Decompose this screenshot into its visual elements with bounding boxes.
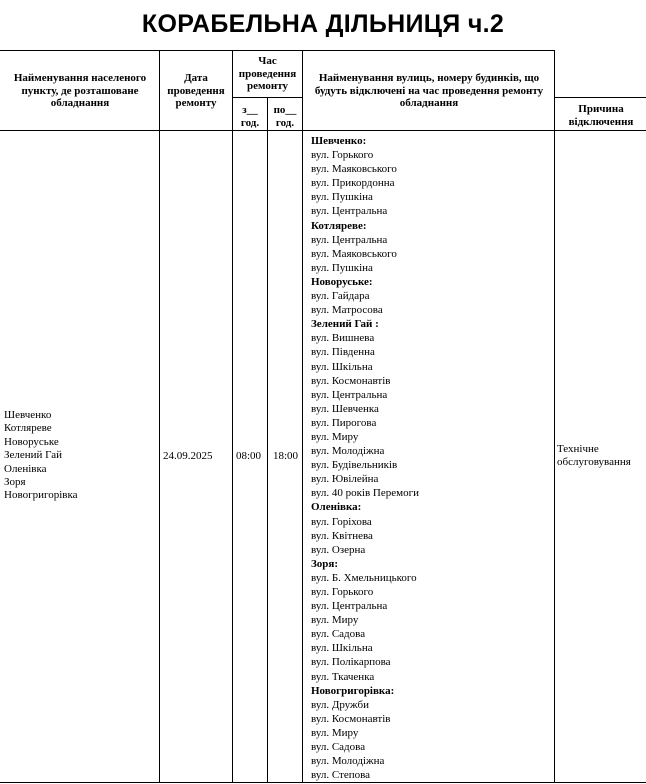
street-item: вул. Центральна <box>311 388 388 401</box>
settlement-item: Котляреве <box>4 422 52 435</box>
street-item: вул. Миру <box>311 430 359 443</box>
header-streets: Найменування вулиць, номеру будинків, що будуть відключені на час проведення ремонту обладнання <box>314 72 544 109</box>
street-item: вул. Центральна <box>311 600 388 613</box>
street-item: вул. Миру <box>311 726 359 739</box>
settlement-item: Шевченко <box>4 409 52 421</box>
street-item: вул. Ткаченка <box>311 670 375 683</box>
settlement-item: Оленівка <box>4 462 47 475</box>
street-group-title: Новогригорівка: <box>311 684 395 697</box>
time-to: 18:00 <box>273 450 299 462</box>
reason-header-top-border <box>554 97 646 98</box>
street-item: вул. Маяковського <box>311 163 397 176</box>
outage-reason: Технічне обслуговування <box>557 443 631 469</box>
streets-list <box>311 134 551 782</box>
street-item: вул. Горіхова <box>311 515 372 528</box>
street-item: вул. Садова <box>311 741 366 754</box>
street-group-title: Новоруське: <box>311 275 373 288</box>
street-item: вул. Б. Хмельницького <box>311 571 417 584</box>
street-item: вул. Горького <box>311 586 374 598</box>
page-title: КОРАБЕЛЬНА ДІЛЬНИЦЯ ч.2 <box>141 10 505 38</box>
settlement-item: Новоруське <box>4 435 59 448</box>
street-item: вул. Степова <box>311 769 371 782</box>
street-item: вул. Шкільна <box>311 642 373 655</box>
header-to: по__ год. <box>273 104 297 129</box>
header-date: Дата проведення ремонту <box>167 72 225 109</box>
table-top-border <box>0 50 554 51</box>
header-from: з__ год. <box>240 104 260 129</box>
street-item: вул. Дружби <box>311 698 369 711</box>
street-item: вул. Шевченка <box>311 402 379 415</box>
street-item: вул. Центральна <box>311 205 388 218</box>
settlement-item: Зоря <box>4 476 26 489</box>
time-from: 08:00 <box>236 450 262 462</box>
street-item: вул. Полікарпова <box>311 656 391 669</box>
street-item: вул. Пирогова <box>311 416 377 429</box>
street-item: вул. Гайдара <box>311 290 370 303</box>
settlement-item: Зелений Гай <box>4 449 63 462</box>
column-divider-4 <box>302 50 303 783</box>
street-item: вул. 40 років Перемоги <box>311 487 419 500</box>
street-item: вул. Молодіжна <box>311 445 385 458</box>
street-item: вул. Маяковського <box>311 247 397 260</box>
street-item: вул. Космонавтів <box>311 712 391 725</box>
street-item: вул. Космонавтів <box>311 374 391 387</box>
street-group-title: Зоря: <box>311 557 339 570</box>
street-item: вул. Південна <box>311 346 375 359</box>
street-group-title: Котляреве: <box>311 219 367 232</box>
column-divider-5 <box>554 50 555 783</box>
street-group-title: Шевченко: <box>311 135 367 147</box>
street-item: вул. Молодіжна <box>311 755 385 768</box>
street-item: вул. Садова <box>311 628 366 641</box>
header-bottom-border <box>0 130 646 131</box>
street-item: вул. Вишнева <box>311 332 375 345</box>
repair-date: 24.09.2025 <box>163 450 213 462</box>
street-item: вул. Шкільна <box>311 360 373 373</box>
column-divider-1 <box>159 50 160 783</box>
column-divider-2 <box>232 50 233 783</box>
street-item: вул. Будівельників <box>311 459 398 472</box>
header-reason: Причина відключення <box>568 103 634 128</box>
street-item: вул. Озерна <box>311 543 366 556</box>
header-settlements: Найменування населеного пункту, де розташоване обладнання <box>13 72 147 109</box>
street-item: вул. Матросова <box>311 304 383 317</box>
street-item: вул. Квітнева <box>311 529 373 542</box>
street-item: вул. Прикордонна <box>311 177 395 190</box>
street-item: вул. Пушкіна <box>311 191 373 204</box>
column-divider-3 <box>267 97 268 783</box>
street-group-title: Оленівка: <box>311 501 362 514</box>
street-item: вул. Ювілейна <box>311 473 379 486</box>
street-item: вул. Горького <box>311 149 374 162</box>
street-item: вул. Миру <box>311 614 359 627</box>
street-item: вул. Центральна <box>311 233 388 246</box>
street-group-title: Зелений Гай : <box>311 318 379 331</box>
header-time: Час проведення ремонту <box>238 55 297 92</box>
settlement-item: Новогригорівка <box>4 489 78 502</box>
street-item: вул. Пушкіна <box>311 261 373 274</box>
settlements-list <box>4 409 158 503</box>
